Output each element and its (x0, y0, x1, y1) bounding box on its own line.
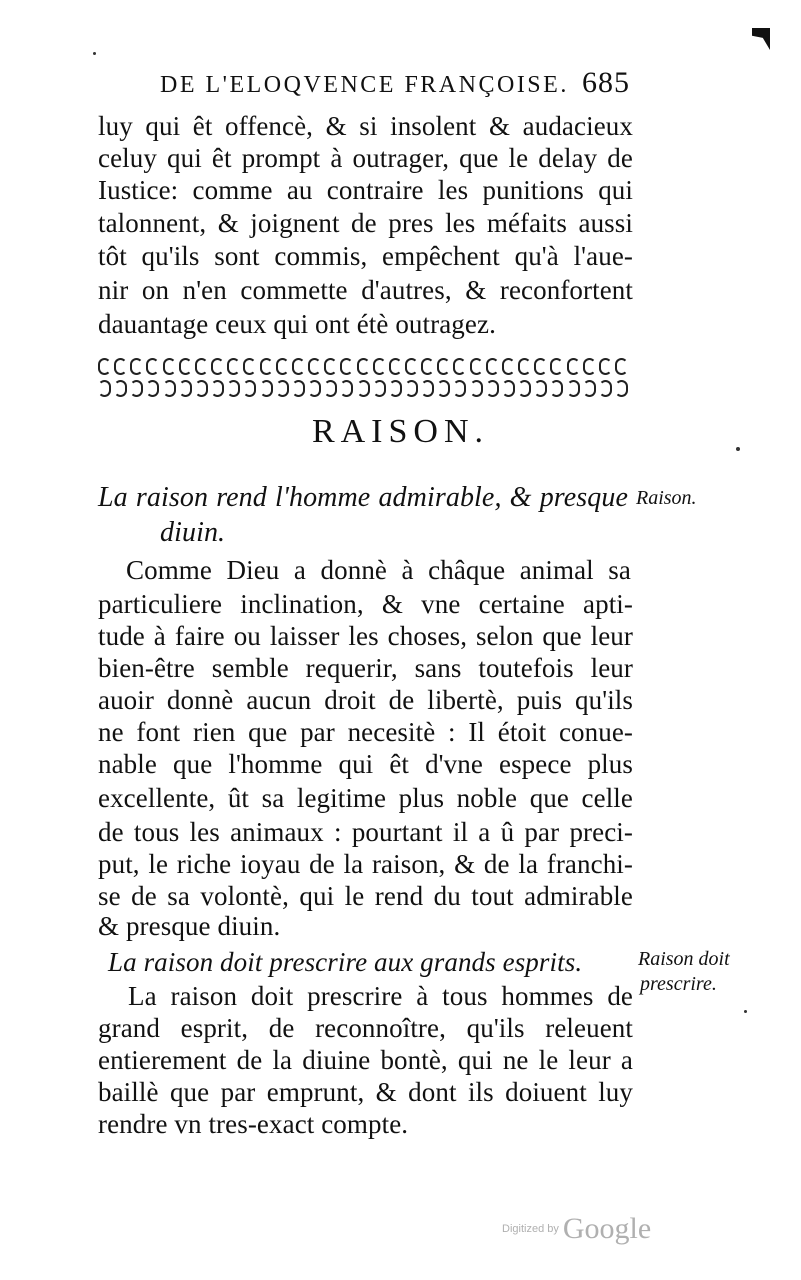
text-line: grand esprit, de reconnoître, qu'ils releuent (98, 1013, 633, 1043)
margin-note-raison: Raison. (636, 487, 697, 509)
text-line: baillè que par emprunt, & dont ils doiuent luy (98, 1077, 633, 1107)
text-line: La raison doit prescrire à tous hommes de (128, 981, 633, 1011)
text-line: celuy qui êt prompt à outrager, que le delay de (98, 143, 633, 173)
decorative-ornament-band (98, 358, 628, 402)
text-line: luy qui êt offencè, & si insolent & audacieux (98, 111, 633, 141)
text-line: & presque diuin. (98, 911, 281, 941)
text-line: particuliere inclination, & vne certaine apti- (98, 589, 633, 619)
text-line: bien-être semble requerir, sans toutefois leur (98, 653, 633, 683)
text-line: nir on n'en commette d'autres, & reconfortent (98, 275, 633, 305)
digitized-label: Digitized by (502, 1223, 559, 1235)
heading-1-line: diuin. (160, 517, 226, 548)
text-line: rendre vn tres-exact compte. (98, 1109, 409, 1139)
text-line: se de sa volontè, qui le rend du tout admirable (98, 881, 633, 911)
ink-speck (744, 1010, 747, 1013)
text-line: Comme Dieu a donnè à châque animal sa (126, 555, 631, 585)
running-head (160, 66, 630, 106)
text-line: entierement de la diuine bontè, qui ne le leur a (98, 1045, 633, 1075)
text-line: tude à faire ou laisser les choses, selon que leur (98, 621, 633, 651)
running-head-title: DE L'ELOQVENCE FRANÇOISE. (160, 72, 569, 98)
text-line: dauantage ceux qui ont étè outragez. (98, 309, 496, 339)
section-title: RAISON. (311, 413, 490, 450)
margin-note-raison-doit: Raison doit (638, 948, 730, 970)
heading-1-line: La raison rend l'homme admirable, & presque (98, 482, 628, 513)
text-line: put, le riche ioyau de la raison, & de la franchi- (98, 849, 633, 879)
google-wordmark: Google (562, 1212, 652, 1245)
text-line: excellente, ût sa legitime plus noble que celle (98, 783, 633, 813)
ink-speck (93, 52, 96, 55)
ink-speck (736, 447, 740, 451)
margin-note-prescrire: prescrire. (640, 973, 717, 995)
text-line: nable que l'homme qui êt d'vne espece plus (98, 749, 633, 779)
text-line: talonnent, & joignent de pres les méfaits aussi (98, 208, 633, 238)
ornament-row (98, 358, 628, 378)
page-number: 685 (582, 66, 630, 99)
digitized-by-watermark (502, 1212, 651, 1246)
text-line: Iustice: comme au contraire les punitions qui (98, 175, 633, 205)
ornament-row (98, 380, 628, 400)
heading-2: La raison doit prescrire aux grands esprits. (108, 947, 583, 977)
text-line: ne font rien que par necesitè : Il étoit conue- (98, 717, 633, 747)
text-line: tôt qu'ils sont commis, empêchent qu'à l'aue- (98, 241, 633, 271)
text-line: de tous les animaux : pourtant il a û par preci- (98, 817, 633, 847)
corner-mark (752, 28, 770, 50)
text-line: auoir donnè aucun droit de libertè, puis qu'ils (98, 685, 633, 715)
